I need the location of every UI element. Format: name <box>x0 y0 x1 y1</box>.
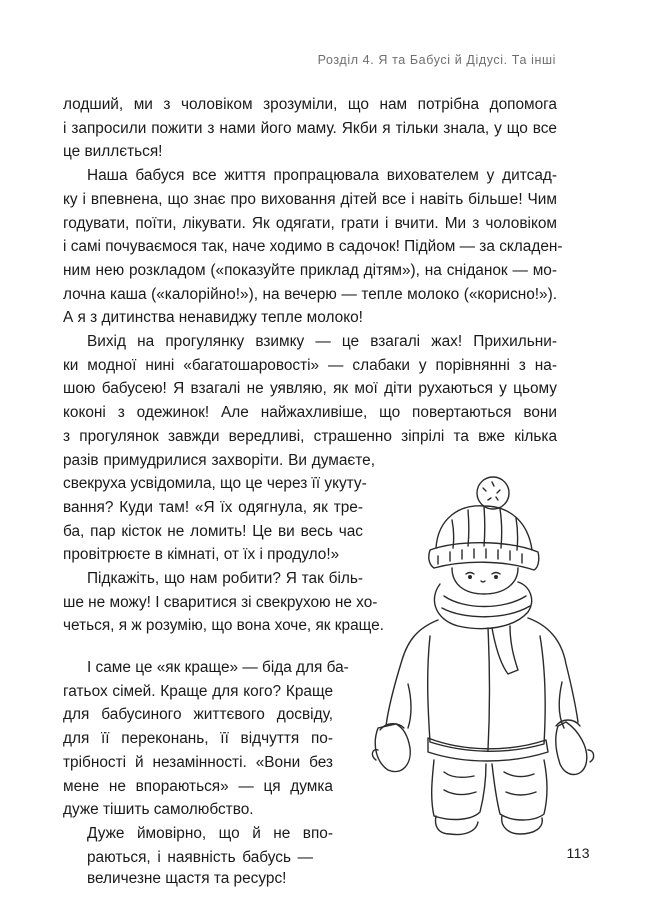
text-line: лочна каша («калорійно!»), на вечерю — тепле молоко («корисно!»). <box>63 285 557 303</box>
text-line: раються, і наявність бабусь — <box>87 848 313 866</box>
text-line: мене не впораються» — ця думка <box>63 777 333 795</box>
text-line: гатьох сімей. Краще для кого? Краще <box>63 682 333 700</box>
text-line: Підкажіть, що нам робити? Я так біль- <box>87 570 363 587</box>
face <box>452 568 518 594</box>
text-line: ки модної нині «багатошаровості» — слабаки у порівнянні з на- <box>63 356 557 374</box>
text-line: з прогулянок завжди вередливі, страшенно зіпрілі та вже кілька <box>63 427 557 445</box>
text-line: свекруха усвідомила, що це через її укуту- <box>63 475 367 493</box>
text-line: провітрюєте в кімнаті, от їх і продуло!» <box>63 546 340 564</box>
text-line: годувати, поїти, лікувати. Як одягати, грати і вчити. Ми з чоловіком <box>63 214 557 232</box>
text-line: лодший, ми з чоловіком зрозуміли, що нам потрібна допомога <box>63 96 557 113</box>
text-line: ба, пар кісток не ломить! Це ви весь час <box>63 522 363 540</box>
right-mitten <box>556 720 594 775</box>
text-line: коконі з одежинок! Але найжахливіше, що повертаються вони <box>63 404 557 422</box>
knit-hat <box>429 506 539 570</box>
text-line: Вихід на прогулянку взимку — це взагалі жах! Прихильни- <box>87 333 557 350</box>
text-line: дуже тішить самолюбство. <box>63 801 254 819</box>
page-number: 113 <box>566 845 590 861</box>
bundled-child-illustration <box>368 460 598 840</box>
text-line: вання? Куди там! «Я їх одягнула, як тре- <box>63 498 363 516</box>
text-line: і запросили пожити з нами його маму. Якби я тільки знала, у що все <box>63 119 557 137</box>
text-line: Наша бабуся все життя пропрацювала вихователем у дитсад- <box>87 167 557 185</box>
text-line: величезне щастя та ресурс! <box>87 870 287 888</box>
text-line: Дуже ймовірно, що й не впо- <box>87 824 333 842</box>
text-line: для бабусиного життєвого досвіду, <box>63 706 333 724</box>
left-mitten <box>372 724 410 772</box>
text-line: шою бабусею! Я взагалі не уявляю, як мої діти рухаються у цьому <box>63 380 557 398</box>
text-line: ку і впевнена, що знає про виховання дітей все і навіть більше! Чим <box>63 190 557 208</box>
running-header: Розділ 4. Я та Бабусі й Дідусі. Та інші <box>317 53 556 67</box>
text-line: трібності й незамінності. «Вони без <box>63 753 333 771</box>
text-line: це виллється! <box>63 143 163 161</box>
text-line: І саме це «як краще» — біда для ба- <box>87 659 349 676</box>
text-line: четься, я ж розумію, що вона хоче, як краще. <box>63 617 384 635</box>
coat <box>386 618 578 761</box>
snow-pants <box>432 760 547 820</box>
text-line: разів примудрилися захворіти. Ви думаєте, <box>63 451 375 469</box>
scarf <box>434 582 531 674</box>
text-line: А я з дитинства ненавиджу тепле молоко! <box>63 309 363 327</box>
text-line: ше не можу! І сваритися зі свекрухою не хо- <box>63 593 378 611</box>
text-line: і самі почуваємося так, наче ходимо в садочок! Підйом — за складен- <box>63 238 563 256</box>
text-line: ним нею розкладом («показуйте приклад дітям»), на сніданок — мо- <box>63 261 557 279</box>
pompom <box>477 477 509 509</box>
text-line: для її переконань, її відчуття по- <box>63 730 333 748</box>
